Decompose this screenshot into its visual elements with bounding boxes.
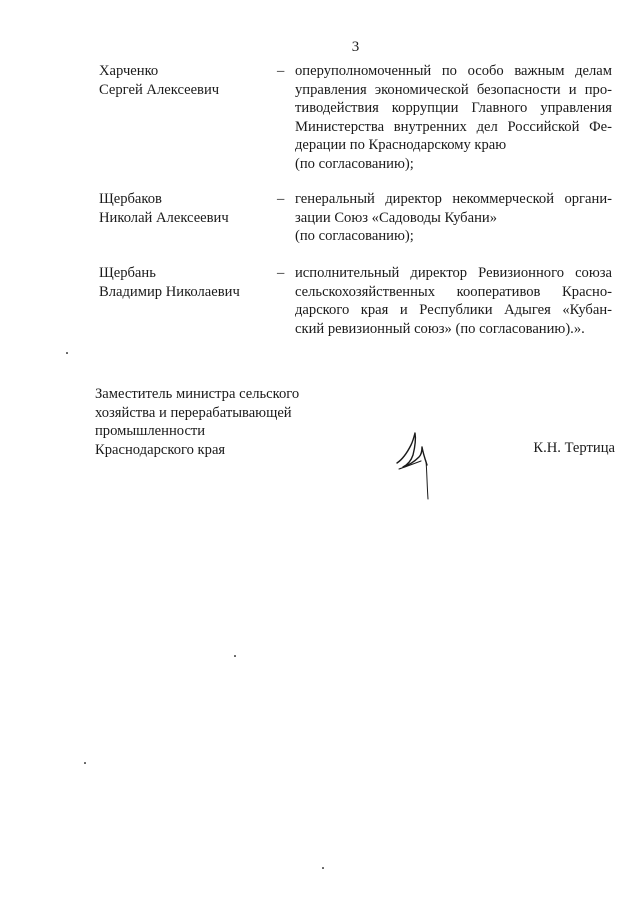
role-line: исполнительный директор Ревизионного союза [295,265,612,281]
role-line: дерации по Краснодарскому краю [295,137,507,153]
handwritten-signature [393,415,439,505]
page-number: 3 [351,39,360,55]
scan-speck [322,867,324,869]
role-line: тиводействия коррупции Главного управления [295,100,612,116]
role-line: сельскохозяйственных кооперативов Красно- [295,283,612,300]
members-list [99,62,612,356]
member-name [99,264,279,301]
member-dash: – [277,265,285,281]
scan-speck [66,352,68,354]
role-line: зации Союз «Садоводы Кубани» [295,209,498,226]
role-line: оперуполномоченный по особо важным делам [295,63,612,79]
scan-speck [84,762,86,764]
position-line: Заместитель министра сельского [95,386,300,402]
role-line: управления экономической безопасности и про- [295,81,612,98]
role-line: генеральный директор некоммерческой органи- [295,191,612,207]
scan-speck [234,655,236,657]
role-line: Министерства внутренних дел Российской Фе- [295,118,612,135]
role-line: (по согласованию); [295,155,414,172]
member-role [295,190,612,246]
position-line: хозяйства и перерабатывающей [95,404,292,421]
role-line: ский ревизионный союз» (по согласованию).». [295,320,585,337]
member-dash: – [277,63,285,79]
member-given-names: Владимир Николаевич [99,283,240,300]
member-surname: Харченко [99,63,159,79]
member-entry [99,264,612,340]
role-line: (по согласованию); [295,228,414,244]
signature-block [95,385,615,505]
role-line: дарского края и Республики Адыгея «Кубан- [295,302,612,318]
member-role [295,62,612,173]
signatory-name: К.Н. Тертица [533,440,615,456]
member-given-names: Сергей Алексеевич [99,81,220,98]
member-entry [99,62,612,174]
member-name [99,62,279,99]
member-given-names: Николай Алексеевич [99,209,229,226]
member-name [99,190,279,227]
member-surname: Щербаков [99,191,162,207]
member-role [295,264,612,338]
member-surname: Щербань [99,265,156,281]
member-dash: – [277,191,285,207]
member-entry [99,190,612,248]
position-line: промышленности [95,423,206,439]
position-line: Краснодарского края [95,441,226,458]
